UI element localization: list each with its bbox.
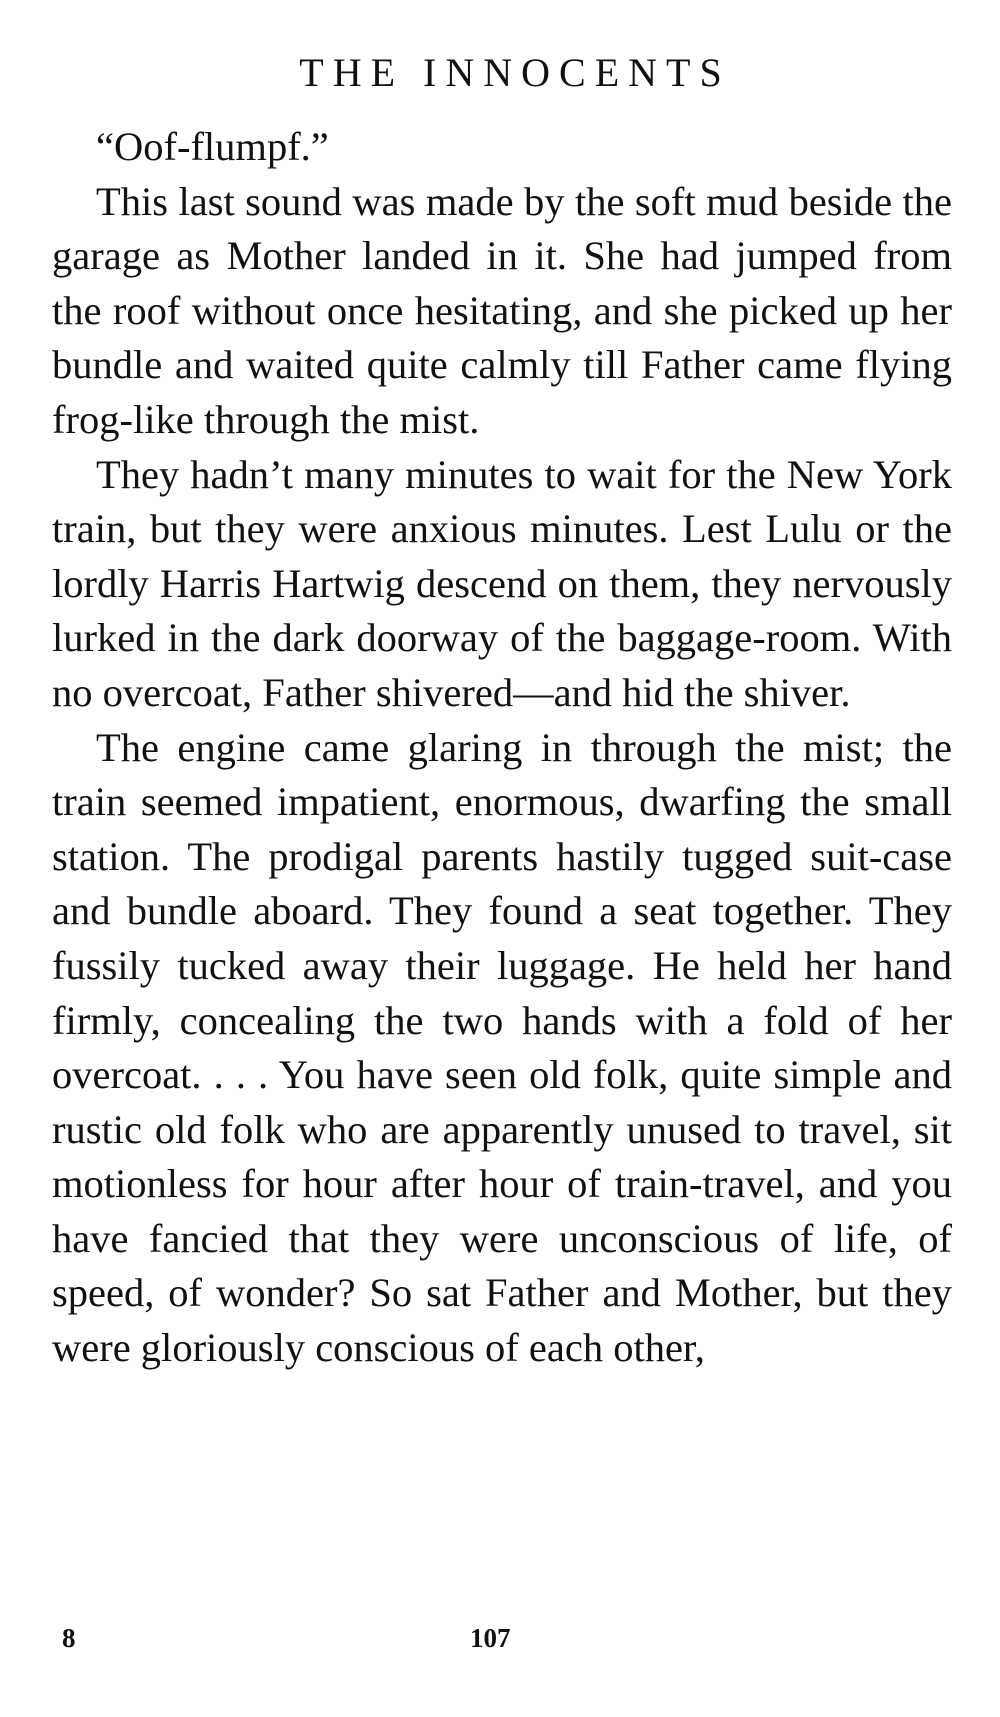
paragraph: “Oof-flumpf.” <box>96 124 329 169</box>
body-text <box>52 120 952 1376</box>
page-number: 107 <box>470 1623 511 1653</box>
paragraph: The engine came glaring in through the mist; the train seemed impatient, enormous, dwarfing the small station. The prodigal parents hastily tugged suit-case and bundle aboard. They found a seat together. They fussily tucked away their luggage. He held her hand firmly, concealing the two hands with a fold of her overcoat. . . . You have seen old folk, quite simple and rustic old folk who are apparently unused to travel, sit motionless for hour after hour of train-travel, and you have fancied that they were unconscious of life, of speed, of wonder? So sat Father and Mother, but they were gloriously conscious of each other, <box>52 724 952 1371</box>
paragraph: They hadn’t many minutes to wait for the New York train, but they were anxious minutes. Lest Lulu or the lordly Harris Hartwig descend on them, they nervously lurked in the dark doorway of the baggage-room. With no overcoat, Father shivered—and hid the shiver. <box>52 451 952 715</box>
signature-mark: 8 <box>62 1623 76 1653</box>
paragraph: This last sound was made by the soft mud beside the garage as Mother landed in it. She had jumped from the roof without once hesitating, and she picked up her bundle and waited quite calmly till Father came flying frog-like through the mist. <box>52 178 952 442</box>
running-head: THE INNOCENTS <box>299 50 731 95</box>
